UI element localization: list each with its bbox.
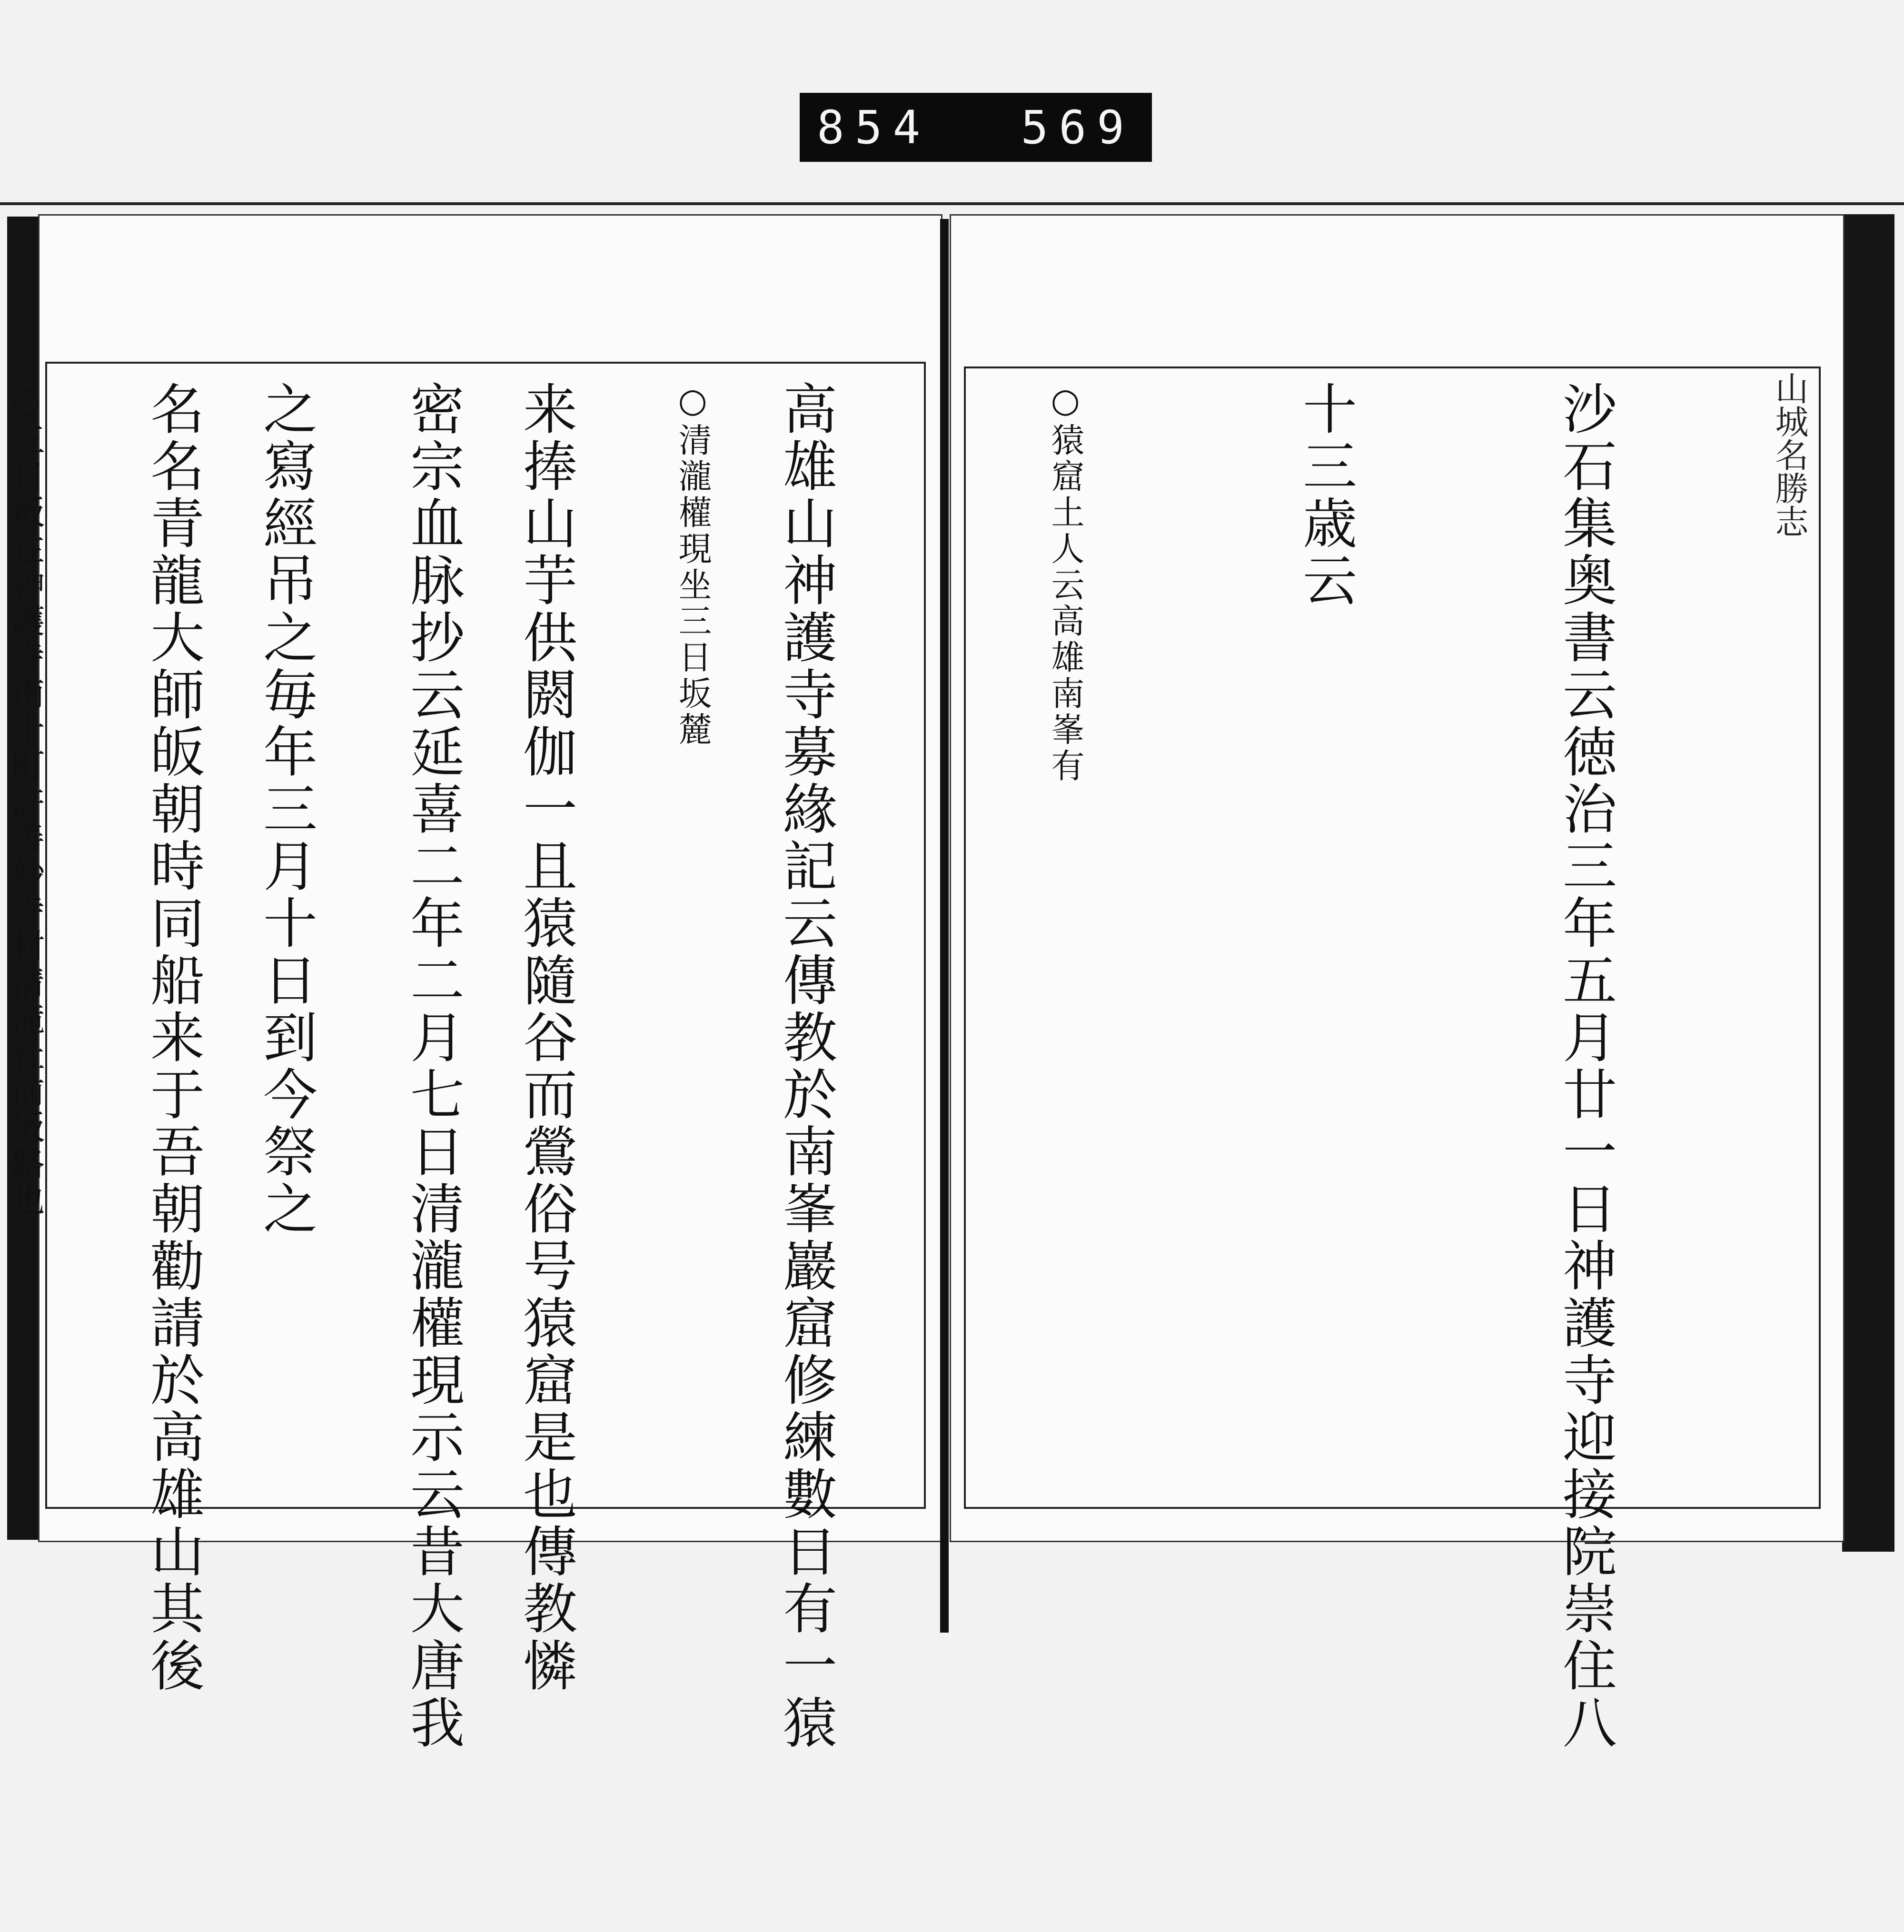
- text-column: 沙石集奥書云徳治三年五月廿一日神護寺迎接院崇住八: [1554, 381, 1617, 1752]
- text-column: 高雄山神護寺募緣記云傳教於南峯巖窟修練數日有一猿: [774, 381, 837, 1752]
- text-column: 之寫經吊之毎年三月十日到今祭之: [254, 381, 317, 1238]
- catalog-label: [800, 93, 1152, 162]
- header-mark: 山城名勝志: [1770, 371, 1809, 538]
- text-column: ○清瀧權現坐三日坂麓: [673, 381, 712, 748]
- text-column: 十三歳云: [1294, 381, 1357, 609]
- text-column: 名名青龍大師皈朝時同船来于吾朝勸請於高雄山其後: [141, 381, 205, 1694]
- text-column: 来捧山芋供閼伽一且猿隨谷而鶯俗号猿窟是也傳教憐: [514, 381, 577, 1694]
- book-top-edge: [0, 202, 1904, 205]
- catalog-number-right: 569: [1021, 100, 1135, 154]
- text-column: ○猿窟土人云高雄南峯有: [1046, 381, 1085, 784]
- left-page-text: [71, 381, 909, 1752]
- text-column: ○三日坂在神護寺南十町許善妙寺村清滝社前坂路也: [6, 381, 45, 1219]
- catalog-number-left: 854: [817, 100, 931, 154]
- text-column: 密宗血脉抄云延喜二年二月七日清瀧權現示云昔大唐我: [401, 381, 465, 1752]
- right-binding-edge: [1842, 214, 1894, 1552]
